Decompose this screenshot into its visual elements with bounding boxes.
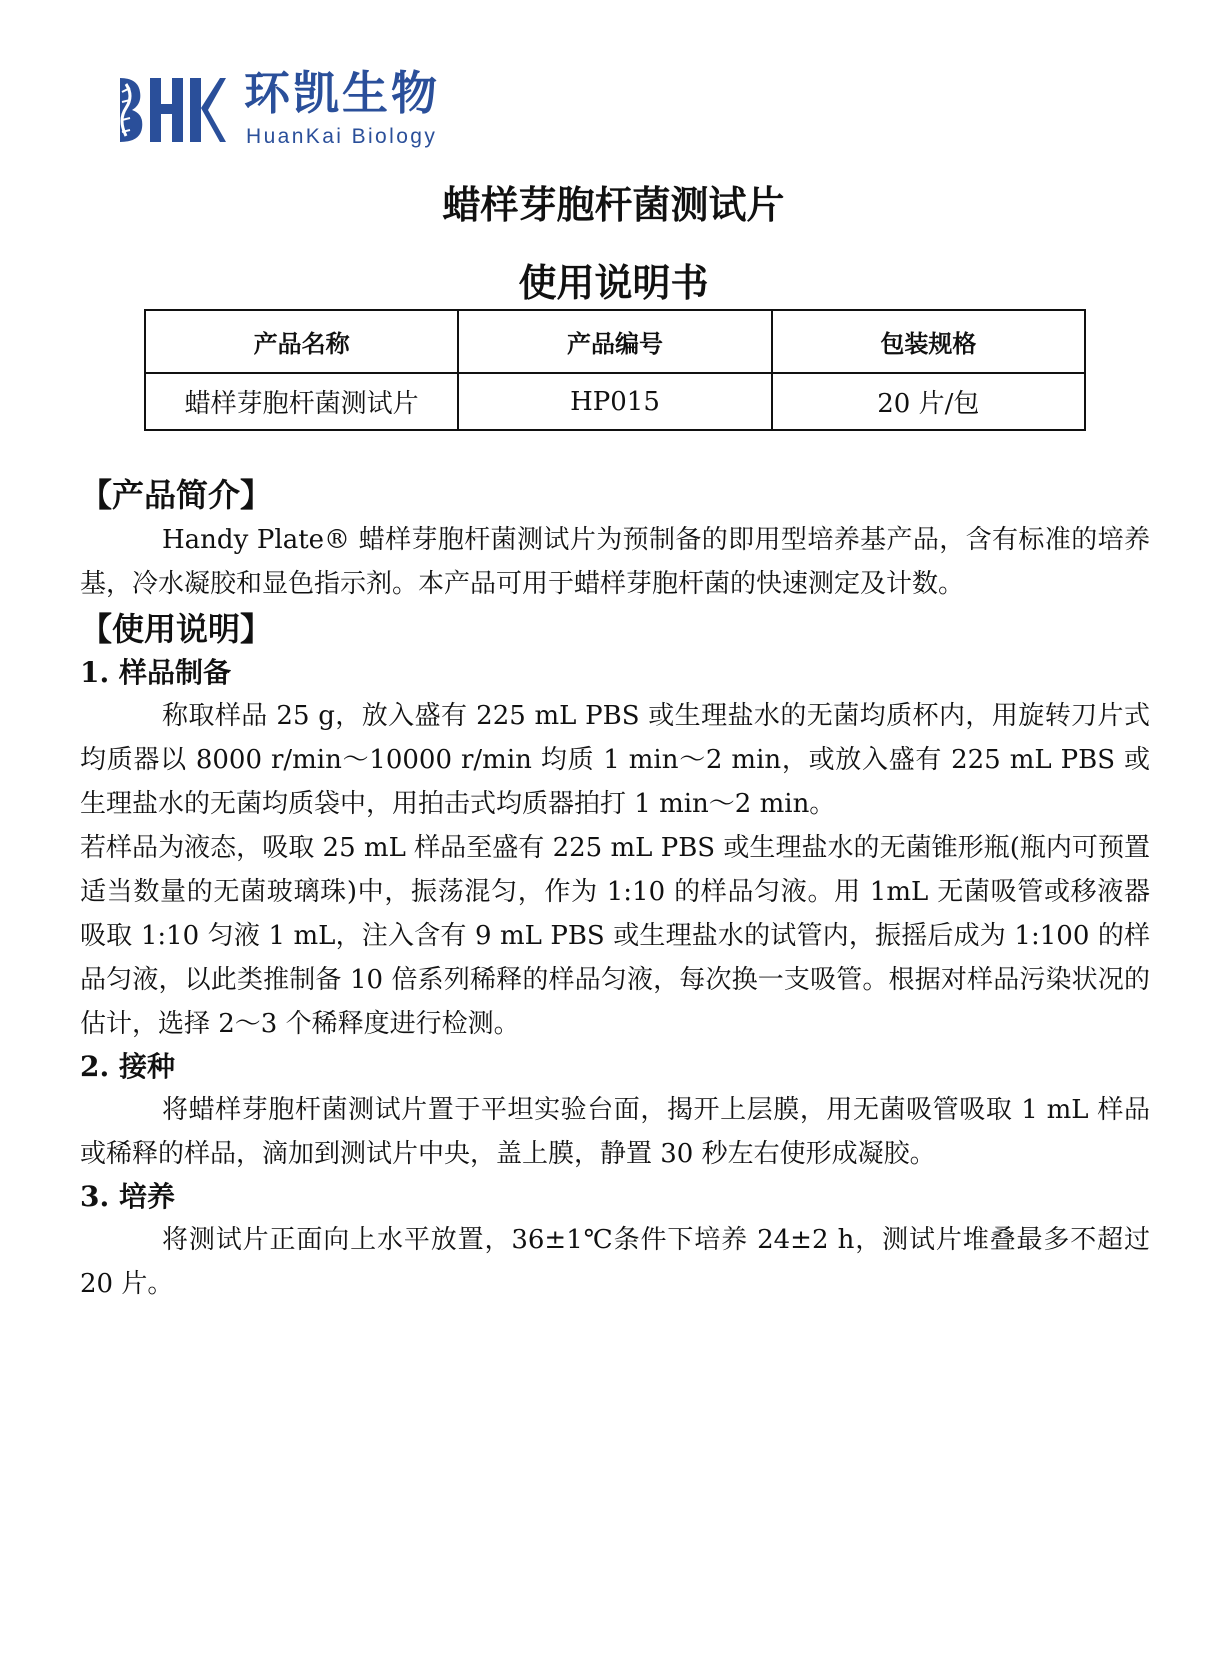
document-title: 蜡样芽胞杆菌测试片 <box>442 183 785 227</box>
step-1-paragraph-2: 若样品为液态，吸取 25 mL 样品至盛有 225 mL PBS 或生理盐水的无菌锥形瓶(瓶内可预置适当数量的无菌玻璃珠)中，振荡混匀，作为 1:10 的样品匀液。用 1mL 无菌吸管或移液器吸取 1:10 匀液 1 mL，注入含有 9 mL PBS 或生理盐水的试管内，振摇后成为 1:100 的样品匀液，以此类推制备 10 倍系列稀释的样品匀液，每次换一支吸管。根据对样品污染状况的估计，选择 2～3 个稀释度进行检测。 <box>80 833 1150 1039</box>
cell-product-name: 蜡样芽胞杆菌测试片 <box>145 373 458 430</box>
logo-english-name: HuanKai Biology <box>246 125 438 148</box>
logo-chinese-name: 环凯生物 <box>244 66 440 120</box>
section-heading-intro: 【产品简介】 <box>80 476 273 514</box>
step-1-title: 1. 样品制备 <box>80 656 231 689</box>
table-header-row <box>145 310 1085 373</box>
step-3-paragraph: 将测试片正面向上水平放置，36±1℃条件下培养 24±2 h，测试片堆叠最多不超过 20 片。 <box>80 1225 1150 1299</box>
header-product-name: 产品名称 <box>145 310 458 373</box>
company-logo <box>116 66 456 154</box>
section-heading-usage: 【使用说明】 <box>80 610 273 648</box>
bhk-logo-mark <box>116 74 226 146</box>
step-1-paragraph-1: 称取样品 25 g，放入盛有 225 mL PBS 或生理盐水的无菌均质杯内，用旋转刀片式均质器以 8000 r/min～10000 r/min 均质 1 min～2 min，或放入盛有 225 mL PBS 或生理盐水的无菌均质袋中，用拍击式均质器拍打 1 min～2 min。 <box>80 701 1150 819</box>
cell-package-spec: 20 片/包 <box>772 373 1085 430</box>
step-3-title: 3. 培养 <box>80 1180 175 1213</box>
document-subtitle: 使用说明书 <box>518 261 709 305</box>
cell-product-code: HP015 <box>458 373 771 430</box>
header-package-spec: 包装规格 <box>772 310 1085 373</box>
header-product-code: 产品编号 <box>458 310 771 373</box>
product-info-table <box>144 309 1086 431</box>
step-2-paragraph: 将蜡样芽胞杆菌测试片置于平坦实验台面，揭开上层膜，用无菌吸管吸取 1 mL 样品或稀释的样品，滴加到测试片中央，盖上膜，静置 30 秒左右使形成凝胶。 <box>80 1095 1150 1169</box>
step-2-title: 2. 接种 <box>80 1050 175 1083</box>
document-body <box>80 472 1150 1306</box>
table-row <box>145 373 1085 430</box>
intro-paragraph: Handy Plate® 蜡样芽胞杆菌测试片为预制备的即用型培养基产品，含有标准的培养基，冷水凝胶和显色指示剂。本产品可用于蜡样芽胞杆菌的快速测定及计数。 <box>80 525 1150 599</box>
